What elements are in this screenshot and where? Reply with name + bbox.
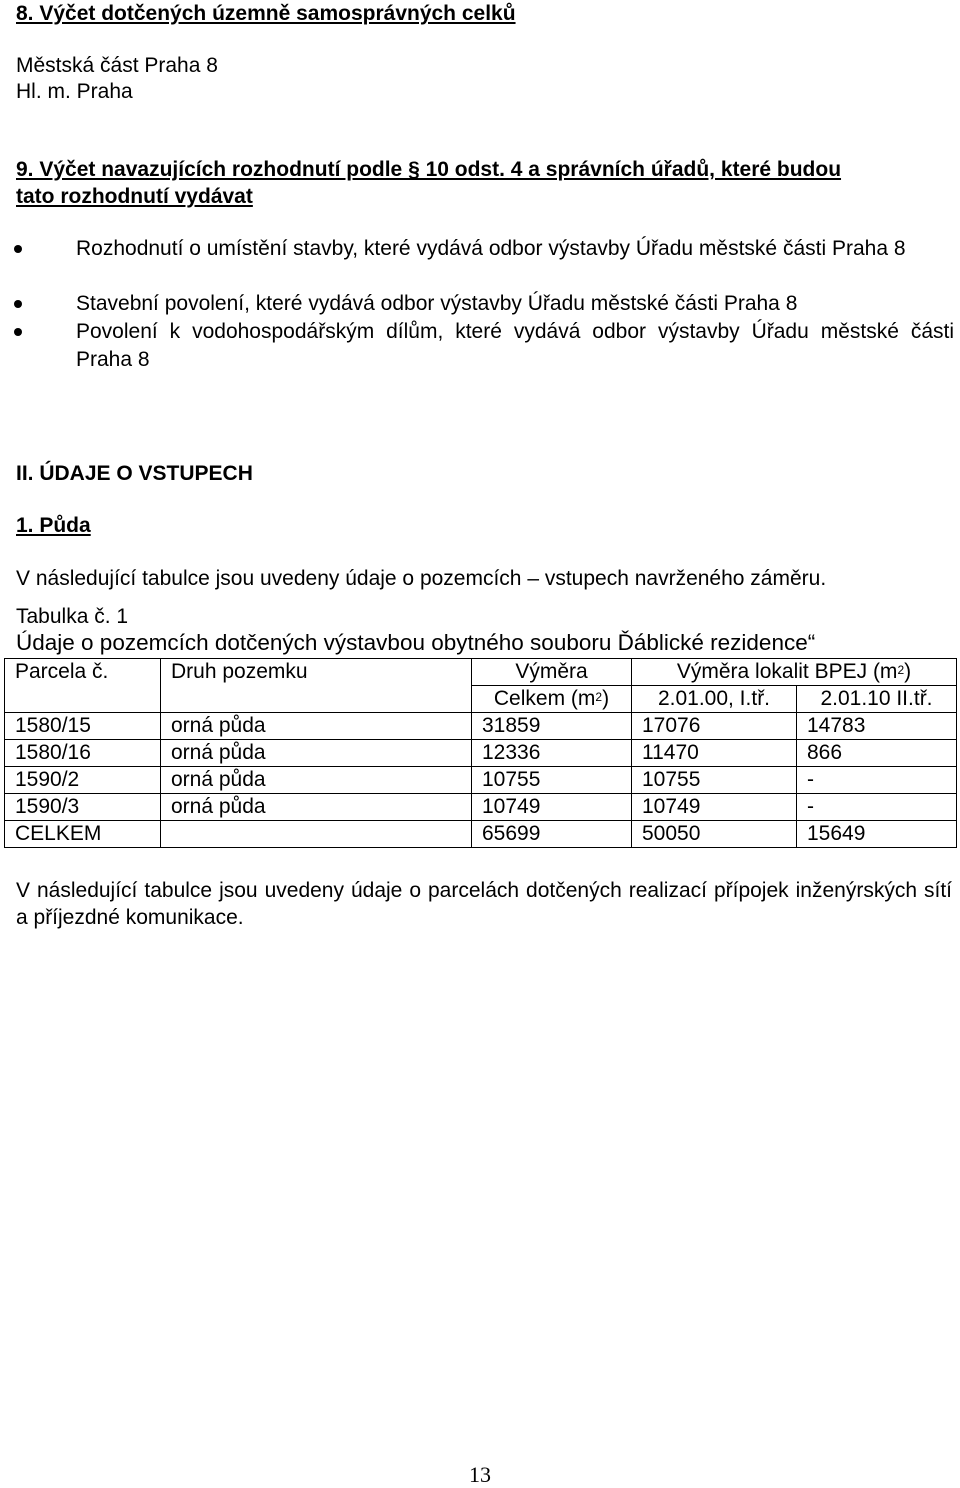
cell-bpej1: 10749 [632,794,797,821]
cell-bpej1: 11470 [632,740,797,767]
cell-bpej1: 10755 [632,767,797,794]
page-number: 13 [469,1462,491,1487]
part-2-heading: II. ÚDAJE O VSTUPECH [16,462,253,485]
cell-land-type: orná půda [161,794,472,821]
cell-bpej2: 866 [797,740,957,767]
cell-parcel: 1590/3 [5,794,161,821]
section-8-heading: 8. Výčet dotčených územně samosprávných celků [16,2,516,25]
cell-total-empty [161,821,472,848]
table-row [5,794,957,821]
table-title: Údaje o pozemcích dotčených výstavbou obytného souboru Ďáblické rezidence“ [16,630,816,655]
cell-parcel: 1590/2 [5,767,161,794]
bullet-icon [14,328,22,336]
cell-area-total: 10755 [472,767,632,794]
municipality-line: Městská část Praha 8 [16,54,218,77]
section-9-heading-line1: 9. Výčet navazujících rozhodnutí podle § 10 odst. 4 a správních úřadů, které budou [16,158,842,181]
table-row [5,767,957,794]
header-parcel: Parcela č. [5,659,161,713]
cell-total-area: 65699 [472,821,632,848]
cell-land-type: orná půda [161,713,472,740]
cell-total-bpej2: 15649 [797,821,957,848]
intro-text: V následující tabulce jsou uvedeny údaje o pozemcích – vstupech navrženého záměru. [16,567,827,590]
cell-bpej2: - [797,794,957,821]
cell-total-label: CELKEM [5,821,161,848]
section-9-heading-line2: tato rozhodnutí vydávat [16,185,253,208]
cell-land-type: orná půda [161,740,472,767]
city-line: Hl. m. Praha [16,80,133,103]
table-total-row [5,821,957,848]
header-area: Výměra [472,659,632,686]
parcel-table [4,658,957,848]
header-bpej-class2: 2.01.10 II.tř. [797,686,957,713]
table-row [5,740,957,767]
decision-item: Povolení k vodohospodářským dílům, které vydává odbor výstavby Úřadu městské části Praha 8 [76,320,954,371]
cell-area-total: 10749 [472,794,632,821]
cell-area-total: 12336 [472,740,632,767]
decision-item: Stavební povolení, které vydává odbor výstavby Úřadu městské části Praha 8 [76,292,798,315]
closing-paragraph: V následující tabulce jsou uvedeny údaje o parcelách dotčených realizací přípojek inženýrských sítí a příjezdné komunikace. [16,879,952,929]
table-label: Tabulka č. 1 [16,605,129,628]
decision-item: Rozhodnutí o umístění stavby, které vydává odbor výstavby Úřadu městské části Praha 8 [76,237,906,260]
cell-bpej2: 14783 [797,713,957,740]
bullet-icon [14,300,22,308]
cell-area-total: 31859 [472,713,632,740]
header-bpej-class1: 2.01.00, I.tř. [632,686,797,713]
cell-land-type: orná půda [161,767,472,794]
bullet-icon [14,245,22,253]
cell-bpej2: - [797,767,957,794]
header-bpej: Výměra lokalit BPEJ $(m^2)$ [632,659,957,686]
cell-parcel: 1580/16 [5,740,161,767]
header-land-type: Druh pozemku [161,659,472,713]
cell-total-bpej1: 50050 [632,821,797,848]
cell-parcel: 1580/15 [5,713,161,740]
cell-bpej1: 17076 [632,713,797,740]
header-area-total: Celkem $(m^2)$ [472,686,632,713]
soil-subheading: 1. Půda [16,514,91,537]
table-row [5,713,957,740]
table-header-row [5,659,957,686]
